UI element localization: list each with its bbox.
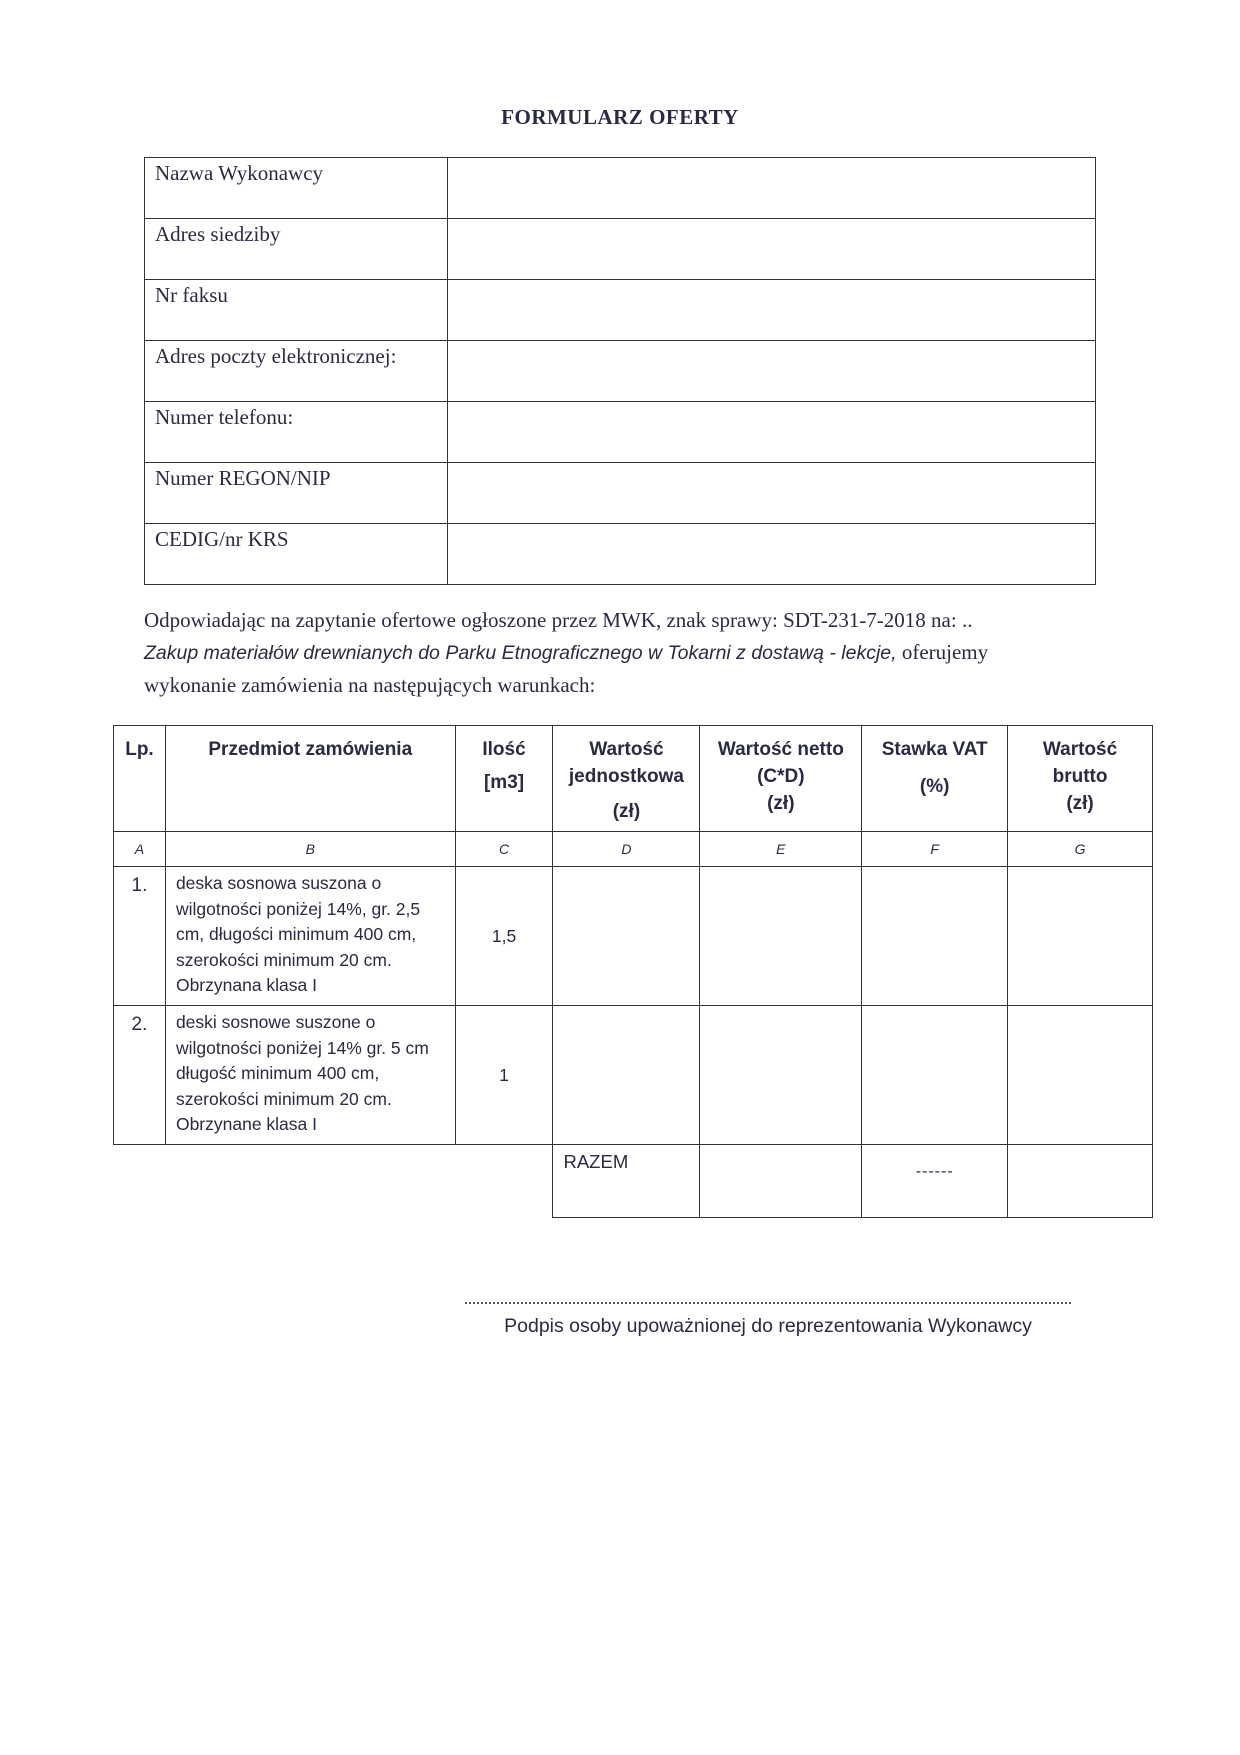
item-description: deski sosnowe suszone o wilgotności poniżej 14% gr. 5 cm długość minimum 400 cm, szerokości minimum 20 cm. Obrzynane klasa I	[165, 1006, 455, 1145]
contractor-phone-field[interactable]	[448, 402, 1096, 463]
column-letter: D	[553, 832, 700, 867]
column-letter-row	[114, 832, 1153, 867]
item-quantity: 1,5	[455, 867, 553, 1006]
contractor-name-field[interactable]	[448, 158, 1096, 219]
field-label: Numer REGON/NIP	[145, 463, 448, 524]
gross-value-field[interactable]	[1008, 1006, 1153, 1145]
row-number: 1.	[114, 867, 166, 1006]
intro-line-3: wykonanie zamówienia na następujących warunkach:	[144, 673, 596, 697]
item-quantity: 1	[455, 1006, 553, 1145]
contractor-email-field[interactable]	[448, 341, 1096, 402]
table-row	[114, 1006, 1153, 1145]
total-gross-value-field[interactable]	[1008, 1145, 1153, 1218]
header-quantity: Ilość [m3]	[455, 726, 553, 832]
header-unit-value: Wartość jednostkowa (zł)	[553, 726, 700, 832]
contractor-row-krs	[145, 524, 1096, 585]
field-label: CEDIG/nr KRS	[145, 524, 448, 585]
intro-line-1: Odpowiadając na zapytanie ofertowe ogłoszone przez MWK, znak sprawy: SDT-231-7-2018 na: ..	[144, 608, 973, 632]
intro-line-2: oferujemy	[896, 640, 989, 664]
document-title: FORMULARZ OFERTY	[501, 105, 739, 129]
total-row	[114, 1145, 1153, 1218]
column-letter: A	[114, 832, 166, 867]
contractor-regon-field[interactable]	[448, 463, 1096, 524]
vat-rate-field[interactable]	[862, 867, 1008, 1006]
contractor-row-name	[145, 158, 1096, 219]
contractor-row-email	[145, 341, 1096, 402]
field-label: Adres poczty elektronicznej:	[145, 341, 448, 402]
column-letter: C	[455, 832, 553, 867]
vat-rate-field[interactable]	[862, 1006, 1008, 1145]
field-label: Nr faksu	[145, 280, 448, 341]
column-letter: B	[165, 832, 455, 867]
signature-label: Podpis osoby upoważnionej do reprezentowania Wykonawcy	[504, 1315, 1032, 1337]
contractor-krs-field[interactable]	[448, 524, 1096, 585]
contractor-fax-field[interactable]	[448, 280, 1096, 341]
contractor-row-address	[145, 219, 1096, 280]
empty-cell	[114, 1145, 166, 1218]
table-header-row	[114, 726, 1153, 832]
order-subject: Zakup materiałów drewnianych do Parku Etnograficznego w Tokarni z dostawą - lekcje,	[144, 642, 897, 664]
signature-line[interactable]	[465, 1302, 1071, 1304]
net-value-field[interactable]	[700, 1006, 862, 1145]
header-lp: Lp.	[114, 726, 166, 832]
field-label: Adres siedziby	[145, 219, 448, 280]
contractor-row-phone	[145, 402, 1096, 463]
column-letter: F	[862, 832, 1008, 867]
total-net-value-field[interactable]	[700, 1145, 862, 1218]
field-label: Numer telefonu:	[145, 402, 448, 463]
order-table	[113, 725, 1153, 1218]
field-label: Nazwa Wykonawcy	[145, 158, 448, 219]
total-vat-placeholder: ------	[862, 1145, 1008, 1218]
contractor-row-fax	[145, 280, 1096, 341]
header-gross-value: Wartość brutto (zł)	[1008, 726, 1153, 832]
empty-cell	[455, 1145, 553, 1218]
total-label: RAZEM	[553, 1145, 700, 1218]
unit-value-field[interactable]	[553, 867, 700, 1006]
item-description: deska sosnowa suszona o wilgotności poniżej 14%, gr. 2,5 cm, długości minimum 400 cm, szerokości minimum 20 cm. Obrzynana klasa I	[165, 867, 455, 1006]
contractor-info-table	[144, 157, 1096, 585]
contractor-row-regon	[145, 463, 1096, 524]
contractor-address-field[interactable]	[448, 219, 1096, 280]
gross-value-field[interactable]	[1008, 867, 1153, 1006]
net-value-field[interactable]	[700, 867, 862, 1006]
row-number: 2.	[114, 1006, 166, 1145]
header-net-value: Wartość netto (C*D) (zł)	[700, 726, 862, 832]
header-item: Przedmiot zamówienia	[165, 726, 455, 832]
column-letter: G	[1008, 832, 1153, 867]
header-vat-rate: Stawka VAT (%)	[862, 726, 1008, 832]
table-row	[114, 867, 1153, 1006]
unit-value-field[interactable]	[553, 1006, 700, 1145]
column-letter: E	[700, 832, 862, 867]
empty-cell	[165, 1145, 455, 1218]
intro-paragraph	[144, 604, 1104, 701]
